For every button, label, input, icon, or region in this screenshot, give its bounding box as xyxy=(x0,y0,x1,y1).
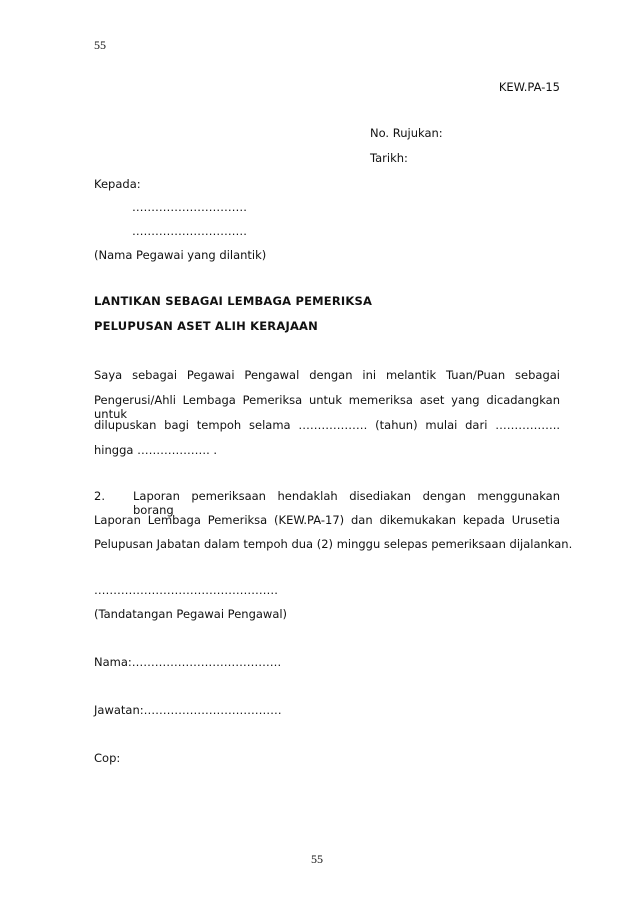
reference-number-label: No. Rujukan: xyxy=(370,126,443,140)
name-field: Nama:………………………………… xyxy=(94,655,282,669)
paragraph-1-line-4: hingga ………………. . xyxy=(94,443,218,457)
signature-label: (Tandatangan Pegawai Pengawal) xyxy=(94,607,288,621)
signature-line: ………………………………………… xyxy=(94,583,278,597)
paragraph-1-line-3: dilupuskan bagi tempoh selama ……………… (tahun) mulai dari …………….. xyxy=(94,418,560,432)
paragraph-2-line-3: Pelupusan Jabatan dalam tempoh dua (2) minggu selepas pemeriksaan dijalankan. xyxy=(94,537,573,551)
paragraph-2-line-1: Laporan pemeriksaan hendaklah disediakan dengan menggunakan borang xyxy=(133,489,560,517)
paragraph-1-line-2: Pengerusi/Ahli Lembaga Pemeriksa untuk memeriksa aset yang dicadangkan untuk xyxy=(94,393,560,421)
recipient-label: Kepada: xyxy=(94,177,141,191)
page-number-bottom: 55 xyxy=(311,852,323,866)
form-code: KEW.PA-15 xyxy=(498,80,560,94)
paragraph-2-number: 2. xyxy=(94,489,105,503)
page-number-top: 55 xyxy=(94,38,106,52)
stamp-field: Cop: xyxy=(94,751,121,765)
recipient-blank-2: ………………………… xyxy=(132,224,247,238)
position-field: Jawatan:……………………………… xyxy=(94,703,282,717)
recipient-blank-1: ………………………… xyxy=(132,200,247,214)
paragraph-1-line-1: Saya sebagai Pegawai Pengawal dengan ini melantik Tuan/Puan sebagai xyxy=(94,368,560,382)
paragraph-2-line-2: Laporan Lembaga Pemeriksa (KEW.PA-17) dan dikemukakan kepada Urusetia xyxy=(94,513,560,527)
date-label: Tarikh: xyxy=(370,151,408,165)
document-title-line-2: PELUPUSAN ASET ALIH KERAJAAN xyxy=(94,319,318,333)
recipient-note: (Nama Pegawai yang dilantik) xyxy=(94,248,267,262)
document-title-line-1: LANTIKAN SEBAGAI LEMBAGA PEMERIKSA xyxy=(94,294,373,308)
